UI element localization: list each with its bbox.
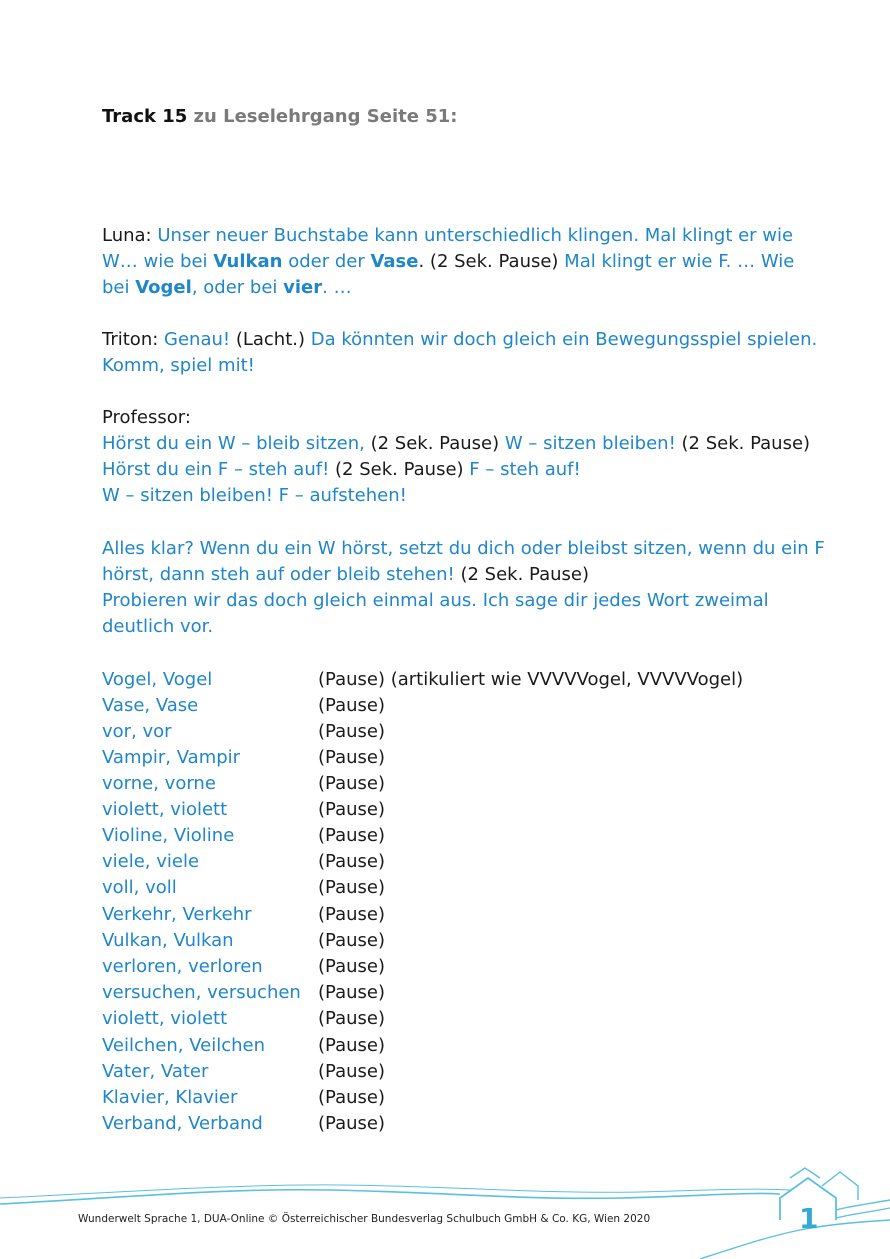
- luna-line-3: [102, 275, 352, 301]
- luna-text: . …: [322, 277, 352, 298]
- footer-copyright: Wunderwelt Sprache 1, DUA-Online © Österreichischer Bundesverlag Schulbuch GmbH & Co. KG, Wien 2020: [78, 1213, 651, 1225]
- luna-line-2: [102, 249, 794, 275]
- list-item-note: (Pause): [318, 825, 385, 846]
- triton-text: Da könnten wir doch gleich ein Bewegungsspiel spielen.: [310, 329, 818, 350]
- instruction-line-4: deutlich vor.: [102, 616, 214, 637]
- bold-word: Vogel: [135, 277, 192, 298]
- triton-text: Genau!: [164, 329, 236, 350]
- triton-line-2: Komm, spiel mit!: [102, 355, 255, 376]
- list-item-note: (Pause): [318, 1087, 385, 1108]
- luna-text: Mal klingt er wie F. … Wie: [564, 251, 795, 272]
- bold-word: Vulkan: [213, 251, 283, 272]
- list-item-note: (Pause): [318, 982, 385, 1003]
- list-item-word: violett, violett: [102, 1008, 228, 1029]
- list-item-note: (Pause): [318, 956, 385, 977]
- list-item-note: (Pause): [318, 1061, 385, 1082]
- list-item-note: (Pause): [318, 904, 385, 925]
- list-item-word: verloren, verloren: [102, 956, 263, 977]
- list-item-word: Vampir, Vampir: [102, 747, 241, 768]
- luna-text: W… wie bei: [102, 251, 214, 272]
- list-item-note: (Pause): [318, 695, 385, 716]
- luna-text: Unser neuer Buchstabe kann unterschiedlich klingen. Mal klingt er wie: [157, 225, 794, 246]
- professor-line-2: [102, 457, 581, 483]
- pause-note: (2 Sek. Pause): [335, 459, 470, 480]
- pause-note: (2 Sek. Pause): [460, 564, 589, 585]
- list-item-word: violett, violett: [102, 799, 228, 820]
- list-item-word: vor, vor: [102, 721, 172, 742]
- page-number: 1: [799, 1202, 819, 1235]
- list-item-word: Verkehr, Verkehr: [102, 904, 252, 925]
- list-item-note: (Pause): [318, 773, 385, 794]
- instruction-line-1: Alles klar? Wenn du ein W hörst, setzt du dich oder bleibst sitzen, wenn du ein F: [102, 538, 825, 559]
- list-item-note: (Pause) (artikuliert wie VVVVVogel, VVVVVogel): [318, 669, 744, 690]
- instruction-text: hörst, dann steh auf oder bleib stehen!: [102, 564, 461, 585]
- list-item-note: (Pause): [318, 1113, 385, 1134]
- instruction-line-2: [102, 562, 589, 588]
- list-item-word: Verband, Verband: [102, 1113, 263, 1134]
- list-item-note: (Pause): [318, 851, 385, 872]
- list-item-word: viele, viele: [102, 851, 200, 872]
- luna-text: oder der: [282, 251, 371, 272]
- list-item-note: (Pause): [318, 930, 385, 951]
- list-item-note: (Pause): [318, 799, 385, 820]
- list-item-word: versuchen, versuchen: [102, 982, 301, 1003]
- list-item-word: Violine, Violine: [102, 825, 235, 846]
- bold-word: Vase: [370, 251, 419, 272]
- bold-word: vier: [283, 277, 323, 298]
- pause-note: (2 Sek. Pause): [370, 433, 505, 454]
- list-item-word: Veilchen, Veilchen: [102, 1035, 266, 1056]
- stage-note: (Lacht.): [235, 329, 311, 350]
- professor-text: F – steh auf!: [469, 459, 581, 480]
- title-track: Track 15: [102, 106, 188, 127]
- luna-line-1: [102, 223, 793, 249]
- footer-wave-decoration: [0, 1160, 890, 1259]
- title-rest: zu Leselehrgang Seite 51:: [187, 106, 458, 127]
- pause-note: . (2 Sek. Pause): [418, 251, 565, 272]
- list-item-word: Vater, Vater: [102, 1061, 209, 1082]
- list-item-word: Vase, Vase: [102, 695, 199, 716]
- pause-note: (2 Sek. Pause): [681, 433, 811, 454]
- speaker-luna: Luna:: [102, 225, 158, 246]
- professor-text: Hörst du ein W – bleib sitzen,: [102, 433, 371, 454]
- list-item-note: (Pause): [318, 721, 385, 742]
- list-item-note: (Pause): [318, 877, 385, 898]
- page-title: [102, 106, 457, 128]
- list-item-note: (Pause): [318, 1035, 385, 1056]
- list-item-word: Klavier, Klavier: [102, 1087, 238, 1108]
- professor-text: W – sitzen bleiben!: [504, 433, 682, 454]
- professor-line-3: W – sitzen bleiben! F – aufstehen!: [102, 485, 407, 506]
- professor-line-1: [102, 431, 810, 457]
- instruction-line-3: Probieren wir das doch gleich einmal aus. Ich sage dir jedes Wort zweimal: [102, 590, 769, 611]
- list-item-note: (Pause): [318, 1008, 385, 1029]
- list-item-word: Vulkan, Vulkan: [102, 930, 234, 951]
- luna-text: , oder bei: [191, 277, 284, 298]
- list-item-word: voll, voll: [102, 877, 177, 898]
- speaker-triton: Triton:: [102, 329, 165, 350]
- speaker-professor: Professor:: [102, 407, 191, 428]
- list-item-word: vorne, vorne: [102, 773, 216, 794]
- triton-line-1: [102, 327, 817, 353]
- list-item-note: (Pause): [318, 747, 385, 768]
- luna-text: bei: [102, 277, 136, 298]
- list-item-word: Vogel, Vogel: [102, 669, 213, 690]
- professor-text: Hörst du ein F – steh auf!: [102, 459, 336, 480]
